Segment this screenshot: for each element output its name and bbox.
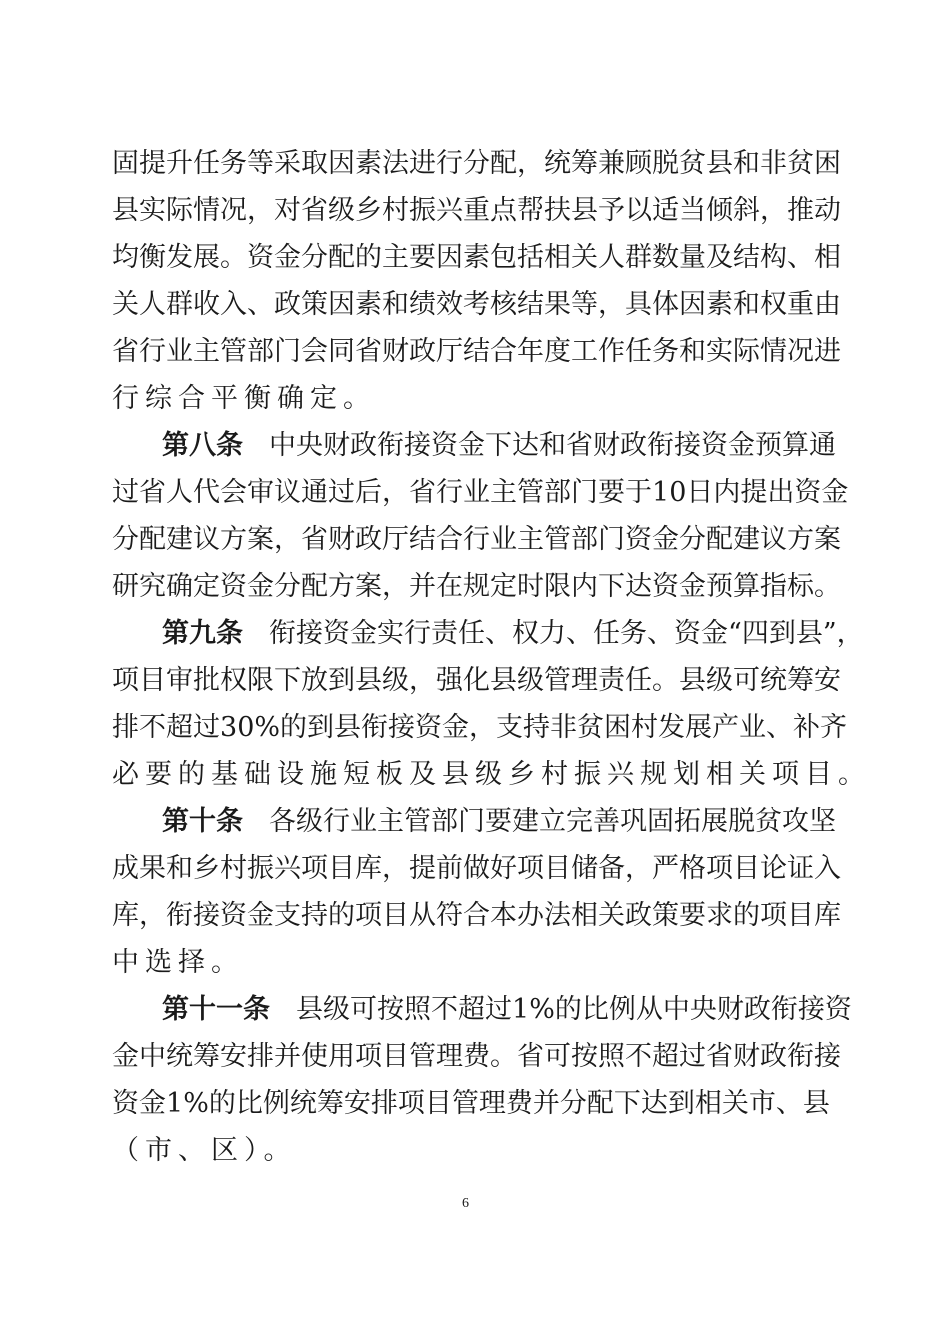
- article-11-heading: 第十一条: [162, 994, 270, 1025]
- article-11-first-line: [162, 988, 852, 1032]
- text-line: 中选择。: [112, 947, 244, 978]
- text-line: 过 省 人 代 会 审 议 通 过 后 ， 省 行 业 主 管 部 门 要 于 1 0 日 内 提 出 资 金: [112, 477, 849, 508]
- article-8-heading: 第八条: [162, 430, 243, 461]
- text-line: 项 目 审 批 权 限 下 放 到 县 级 ， 强 化 县 级 管 理 责 任 。 县 级 可 统 筹 安: [112, 665, 841, 696]
- article-10-text: 各 级 行 业 主 管 部 门 要 建 立 完 善 巩 固 拓 展 脱 贫 攻 坚: [269, 806, 836, 837]
- text-line: 成 果 和 乡 村 振 兴 项 目 库 ， 提 前 做 好 项 目 储 备 ， 严 格 项 目 论 证 入: [112, 853, 841, 884]
- text-line: 排 不 超 过 3 0 % 的 到 县 衔 接 资 金 ， 支 持 非 贫 困 村 发 展 产 业 、 补 齐: [112, 712, 848, 743]
- text-line: 分 配 建 议 方 案 ， 省 财 政 厅 结 合 行 业 主 管 部 门 资 金 分 配 建 议 方 案: [112, 524, 841, 555]
- text-line: 库 ， 衔 接 资 金 支 持 的 项 目 从 符 合 本 办 法 相 关 政 策 要 求 的 项 目 库: [112, 900, 841, 931]
- text-line: 必要的基础设施短板及县级乡村振兴规划相关项目。: [112, 759, 871, 790]
- text-line: （市、区）。: [112, 1135, 297, 1166]
- text-line: 资 金 1 % 的 比 例 统 筹 安 排 项 目 管 理 费 并 分 配 下 达 到 相 关 市 、 县: [112, 1088, 830, 1119]
- text-line: 金 中 统 筹 安 排 并 使 用 项 目 管 理 费 。 省 可 按 照 不 超 过 省 财 政 衔 接: [112, 1041, 841, 1072]
- article-9-heading: 第九条: [162, 618, 243, 649]
- article-11-text: 县 级 可 按 照 不 超 过 1 % 的 比 例 从 中 央 财 政 衔 接 资: [296, 994, 852, 1025]
- article-10-heading: 第十条: [162, 806, 243, 837]
- article-10-first-line: [162, 800, 836, 844]
- text-line: 关 人 群 收 入 、 政 策 因 素 和 绩 效 考 核 结 果 等 ， 具 体 因 素 和 权 重 由: [112, 289, 841, 320]
- text-line: 固 提 升 任 务 等 采 取 因 素 法 进 行 分 配 ， 统 筹 兼 顾 脱 贫 县 和 非 贫 困: [112, 148, 841, 179]
- article-9-first-line: [162, 612, 864, 656]
- text-line: 省 行 业 主 管 部 门 会 同 省 财 政 厅 结 合 年 度 工 作 任 务 和 实 际 情 况 进: [112, 336, 841, 367]
- article-8-text: 中 央 财 政 衔 接 资 金 下 达 和 省 财 政 衔 接 资 金 预 算 通: [269, 430, 836, 461]
- text-line: 研 究 确 定 资 金 分 配 方 案 ， 并 在 规 定 时 限 内 下 达 资 金 预 算 指 标 。: [112, 571, 841, 602]
- article-9-text: 衔 接 资 金 实 行 责 任 、 权 力 、 任 务 、 资 金 “ 四 到 县 ” ，: [269, 618, 864, 649]
- page-number: 6: [462, 1196, 469, 1211]
- text-line: 行综合平衡确定。: [112, 383, 376, 414]
- text-line: 均 衡 发 展 。 资 金 分 配 的 主 要 因 素 包 括 相 关 人 群 数 量 及 结 构 、 相: [112, 242, 841, 273]
- article-8-first-line: [162, 424, 836, 468]
- text-line: 县 实 际 情 况 ， 对 省 级 乡 村 振 兴 重 点 帮 扶 县 予 以 适 当 倾 斜 ， 推 动: [112, 195, 841, 226]
